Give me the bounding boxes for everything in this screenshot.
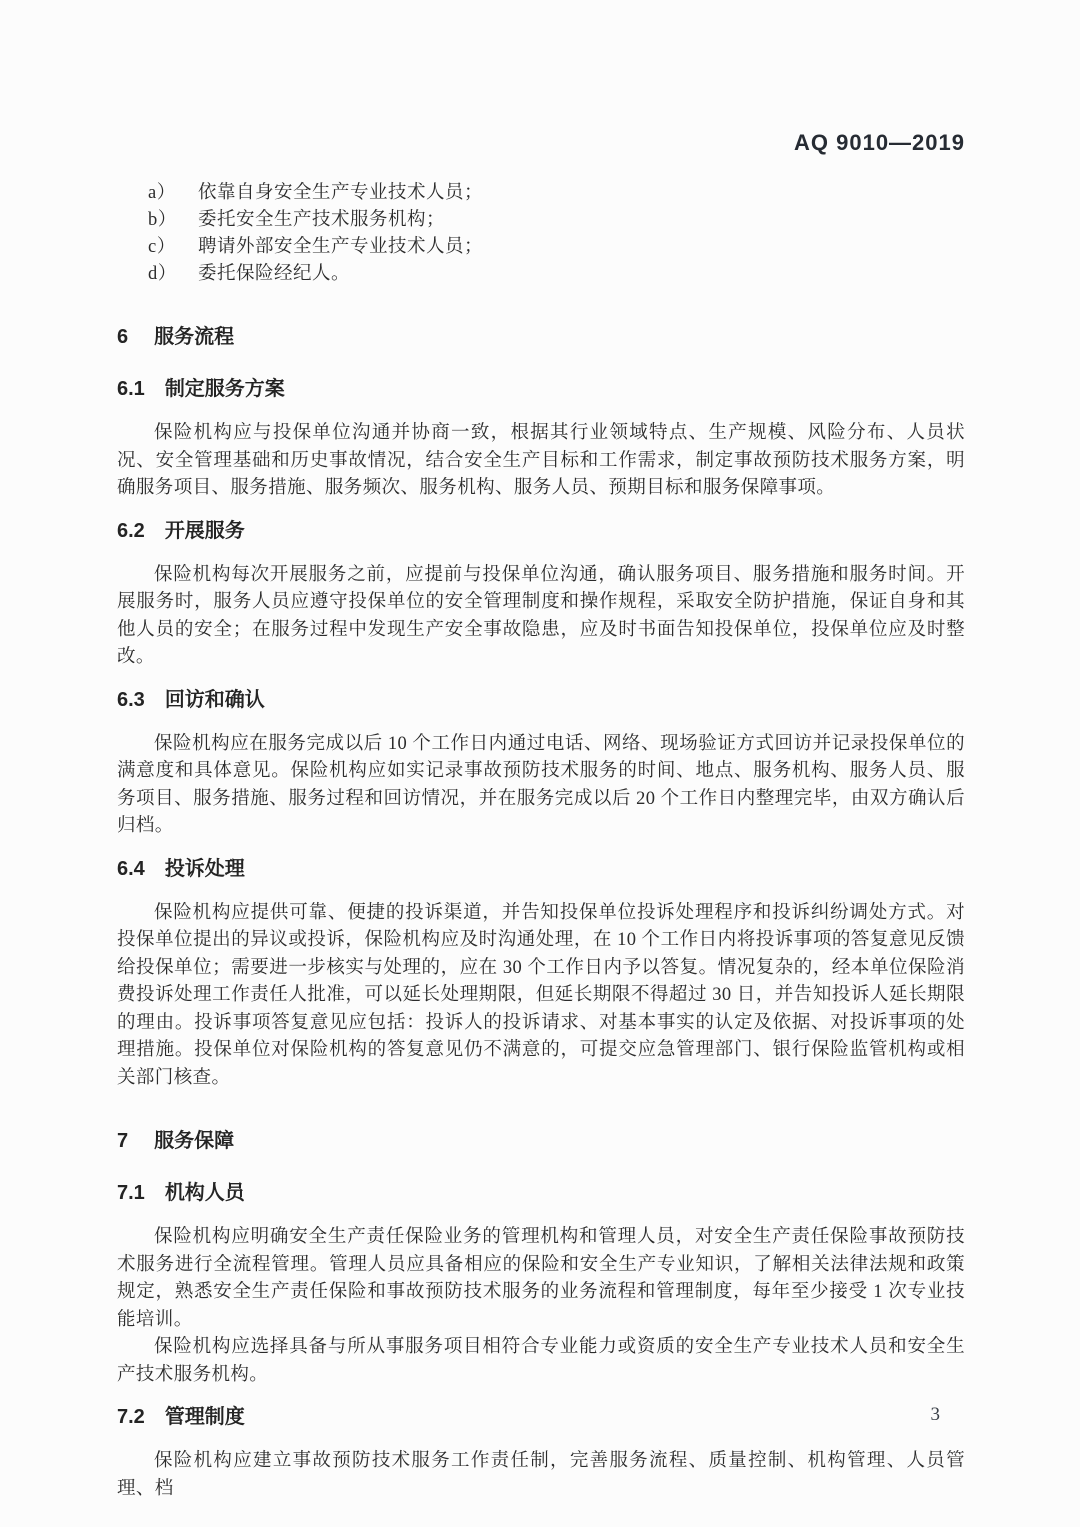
paragraph-6-4: 保险机构应提供可靠、便捷的投诉渠道，并告知投保单位投诉处理程序和投诉纠纷调处方式。对投保单位提出的异议或投诉，保险机构应及时沟通处理，在 10 个工作日内将投诉事项的答复意见反馈给投保单位；需要进一步核实与处理的，应在 30 个工作日内予以答复。情况复杂的，经本单位保险消费投诉处理工作责任人批准，可以延长处理期限，但延长期限不得超过 30 日，并告知投诉人延长期限的理由。投诉事项答复意见应包括：投诉人的投诉请求、对基本事实的认定及依据、对投诉事项的处理措施。投保单位对保险机构的答复意见仍不满意的，可提交应急管理部门、银行保险监管机构或相关部门核查。 — [117, 902, 965, 1088]
section-title: 投诉处理 — [164, 857, 245, 880]
list-item — [148, 234, 965, 261]
section-number: 6.4 — [117, 857, 145, 880]
section-title: 服务保障 — [154, 1130, 235, 1152]
section-title: 机构人员 — [164, 1182, 245, 1204]
paragraph-7-1-b: 保险机构应选择具备与所从事服务项目相符合专业能力或资质的安全生产专业技术人员和安全生产技术服务机构。 — [117, 1337, 965, 1385]
paragraph-6-1: 保险机构应与投保单位沟通并协商一致，根据其行业领域特点、生产规模、风险分布、人员状况、安全管理基础和历史事故情况，结合安全生产目标和工作需求，制定事故预防技术服务方案，明确服务项目、服务措施、服务频次、服务机构、服务人员、预期目标和服务保障事项。 — [117, 423, 965, 498]
section-number: 6 — [117, 326, 129, 348]
section-heading-6 — [117, 324, 965, 350]
page-number: 3 — [930, 1404, 940, 1425]
section-heading-6-1 — [117, 376, 965, 402]
list-item — [148, 261, 965, 288]
section-heading-7-2 — [117, 1404, 965, 1430]
list-item-text: 依靠自身安全生产专业技术人员； — [198, 183, 484, 203]
section-title: 制定服务方案 — [164, 378, 285, 400]
section-number: 7.1 — [117, 1182, 145, 1204]
section-heading-6-4 — [117, 856, 965, 882]
section-title: 服务流程 — [154, 326, 235, 348]
section-heading-7-1 — [117, 1180, 965, 1206]
intro-list — [117, 180, 965, 288]
section-number: 7 — [117, 1130, 129, 1152]
section-heading-6-2 — [117, 518, 965, 544]
section-number: 6.1 — [117, 378, 145, 400]
section-heading-6-3 — [117, 687, 965, 713]
list-item — [148, 180, 965, 207]
list-item-text: 委托安全生产技术服务机构； — [198, 210, 446, 230]
standard-number: AQ 9010—2019 — [794, 130, 965, 155]
section-title: 回访和确认 — [164, 688, 265, 711]
list-item — [148, 207, 965, 234]
paragraph-7-2: 保险机构应建立事故预防技术服务工作责任制，完善服务流程、质量控制、机构管理、人员管理、档 — [117, 1451, 965, 1499]
section-number: 7.2 — [117, 1406, 145, 1428]
paragraph-6-3: 保险机构应在服务完成以后 10 个工作日内通过电话、网络、现场验证方式回访并记录投保单位的满意度和具体意见。保险机构应如实记录事故预防技术服务的时间、地点、服务机构、服务人员、服务项目、服务措施、服务过程和回访情况，并在服务完成以后 20 个工作日内整理完毕，由双方确认后归档。 — [117, 733, 965, 836]
section-number: 6.3 — [117, 688, 145, 711]
section-heading-7 — [117, 1128, 965, 1154]
list-item-text: 委托保险经纪人。 — [198, 264, 351, 284]
list-item-marker: b） — [148, 210, 177, 230]
paragraph-7-1-a: 保险机构应明确安全生产责任保险业务的管理机构和管理人员，对安全生产责任保险事故预防技术服务进行全流程管理。管理人员应具备相应的保险和安全生产专业知识，了解相关法律法规和政策规定，熟悉安全生产责任保险和事故预防技术服务的业务流程和管理制度，每年至少接受 1 次专业技能培训。 — [117, 1227, 965, 1330]
paragraph-6-2: 保险机构每次开展服务之前，应提前与投保单位沟通，确认服务项目、服务措施和服务时间。开展服务时，服务人员应遵守投保单位的安全管理制度和操作规程，采取安全防护措施，保证自身和其他人员的安全；在服务过程中发现生产安全事故隐患，应及时书面告知投保单位，投保单位应及时整改。 — [117, 564, 965, 667]
section-title: 管理制度 — [164, 1406, 245, 1428]
list-item-marker: c） — [148, 237, 176, 257]
list-item-text: 聘请外部安全生产专业技术人员； — [198, 237, 484, 257]
list-item-marker: d） — [148, 264, 177, 284]
section-title: 开展服务 — [164, 519, 245, 542]
section-number: 6.2 — [117, 519, 145, 542]
list-item-marker: a） — [148, 183, 176, 203]
